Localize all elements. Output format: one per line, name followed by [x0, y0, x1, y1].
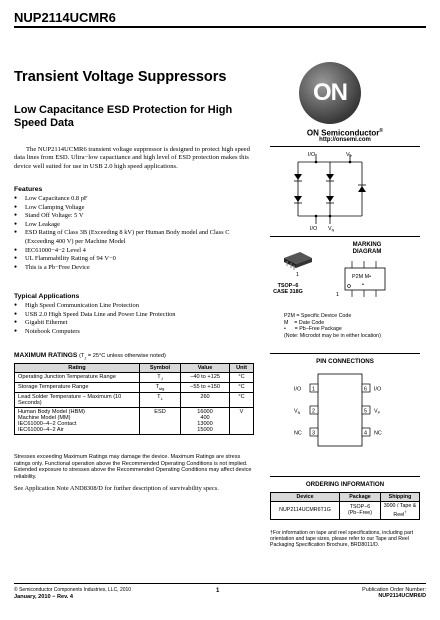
footer-rule: [14, 583, 426, 584]
applications-list: [14, 302, 254, 336]
list-item: ● IEC61000−4−2 Level 4: [14, 247, 254, 256]
list-item: ● Low Clamping Voltage: [14, 204, 254, 213]
table-row: Operating Junction Temperature Range $T_J$ −40 to +125 °C: [15, 373, 254, 383]
table-header-row: Device Package Shipping: [271, 493, 420, 502]
page-title: Transient Voltage Suppressors: [14, 69, 227, 85]
part-number: NUP2114UCMR6: [14, 10, 116, 25]
pin-connections-diagram: [280, 370, 410, 450]
applications-heading: Typical Applications: [14, 293, 80, 300]
max-ratings-heading: MAXIMUM RATINGS ($T_J = 25^\circ C$ unless otherwise noted): [14, 352, 166, 361]
marking-diagram: [340, 258, 396, 304]
table-row: Lead Solder Temperature − Maximum (10 Seconds) $T_L$ 260 °C: [15, 393, 254, 408]
features-section: [14, 186, 254, 272]
revision-date: January, 2010 − Rev. 4: [14, 594, 74, 600]
io-bottom-label: I/O: [310, 226, 318, 232]
copyright: © Semiconductor Components Industries, LLC, 2010: [14, 587, 132, 593]
table-row: NUP2114UCMR6T1G TSOP−6 (Pb−Free) 3000 / Tape & Reel†: [271, 502, 420, 520]
table-header-row: Rating Symbol Value Unit: [15, 364, 254, 373]
list-item: ● Low Leakage: [14, 221, 254, 230]
divider: [270, 236, 420, 237]
pin-number: 2: [312, 408, 315, 415]
stress-note: Stresses exceeding Maximum Ratings may damage the device. Maximum Ratings are stress ratings only. Functional operation above the Recommended Operating Conditions is not implied. Extended exposure to stresses above the Recommended Operating Conditions may affect device reliability.: [14, 454, 252, 480]
pin-connections-heading: PIN CONNECTIONS: [316, 358, 374, 365]
vn-label: $V_N$: [328, 226, 335, 233]
divider: [270, 146, 420, 147]
divider: [270, 476, 420, 477]
list-item: ● Gigabit Ethernet: [14, 319, 254, 328]
list-item: ● Stand Off Voltage: 5 V: [14, 212, 254, 221]
table-row: Human Body Model (HBM) Machine Model (MM) IEC61000−4−2 Contact IEC61000−4−2 Air ESD 16000 400 13000 15000 V: [15, 408, 254, 435]
pin-label: I/O: [374, 386, 382, 393]
pin-label: NC: [294, 430, 302, 437]
package-label: TSOP−6 CASE 318G: [273, 283, 303, 296]
list-item: ● UL Flammability Rating of 94 V−0: [14, 255, 254, 264]
pin-label: NC: [374, 430, 382, 437]
pin-number: 3: [312, 430, 315, 437]
pin-number: 5: [364, 408, 367, 415]
on-logo: ON: [299, 62, 361, 124]
list-item: ● USB 2.0 High Speed Data Line and Power Line Protection: [14, 311, 254, 320]
package-image: [278, 246, 318, 274]
publication-number: Publication Order Number: NUP2114UCMR6/D: [362, 587, 426, 600]
table-row: Storage Temperature Range $T_{stg}$ −55 to +150 °C: [15, 383, 254, 393]
list-item: ● High Speed Communication Line Protection: [14, 302, 254, 311]
features-list: [14, 195, 254, 272]
schematic-diagram: [288, 150, 408, 233]
pin-number: 1: [312, 386, 315, 393]
list-item: ● Low Capacitance 0.8 pF: [14, 195, 254, 204]
company-name: ON Semiconductor®: [306, 128, 384, 138]
app-note: See Application Note AND8308/D for further description of survivability specs.: [14, 485, 219, 492]
marking-code: P2M M•: [352, 274, 371, 280]
marking-heading: MARKING DIAGRAM: [352, 242, 382, 255]
pin-number: 6: [364, 386, 367, 393]
divider: [270, 353, 420, 354]
ordering-table: [270, 492, 420, 520]
features-heading: Features: [14, 186, 43, 193]
page-number: 1: [216, 588, 220, 594]
marking-dot: •: [362, 282, 364, 288]
pin-number: 4: [364, 430, 367, 437]
header-rule: [14, 26, 426, 28]
list-item: ● This is a Pb−Free Device: [14, 264, 254, 273]
list-item: ● Notebook Computers: [14, 328, 254, 337]
description: The NUP2114UCMR6 transient voltage suppressor is designed to protect high speed data lines from ESD. Ultra−low capacitance and high level of ESD protection makes this device well suited for use in USB 2.0 high speed applications.: [14, 146, 250, 170]
pin-label: I/O: [294, 386, 302, 393]
marking-legend: P2M = Specific Device Code M = Date Code • = Pb−Free Package (Note: Microdot may be in either location): [284, 313, 381, 339]
pin-label: $V_N$: [294, 408, 301, 415]
max-ratings-table: [14, 363, 254, 435]
ordering-heading: ORDERING INFORMATION: [305, 481, 385, 488]
marking-pin1: 1: [336, 292, 339, 298]
pin-label: $V_P$: [374, 408, 381, 415]
package-pin1: 1: [296, 272, 299, 278]
ordering-footnote: †For information on tape and reel specifications, including part orientation and tape sizes, please refer to our Tape and Reel Packaging Specification Brochure, BRD8011/D.: [270, 530, 414, 549]
io-top-label: I/O: [308, 152, 316, 158]
list-item: ● ESD Rating of Class 3B (Exceeding 8 kV) per Human Body model and Class C (Exceeding 400 V) per Machine Model: [14, 229, 254, 246]
company-url[interactable]: http://onsemi.com: [319, 137, 371, 143]
page-subtitle: Low Capacitance ESD Protection for High Speed Data: [14, 104, 233, 129]
applications-section: [14, 293, 254, 336]
vp-label: $V_P$: [346, 152, 353, 159]
